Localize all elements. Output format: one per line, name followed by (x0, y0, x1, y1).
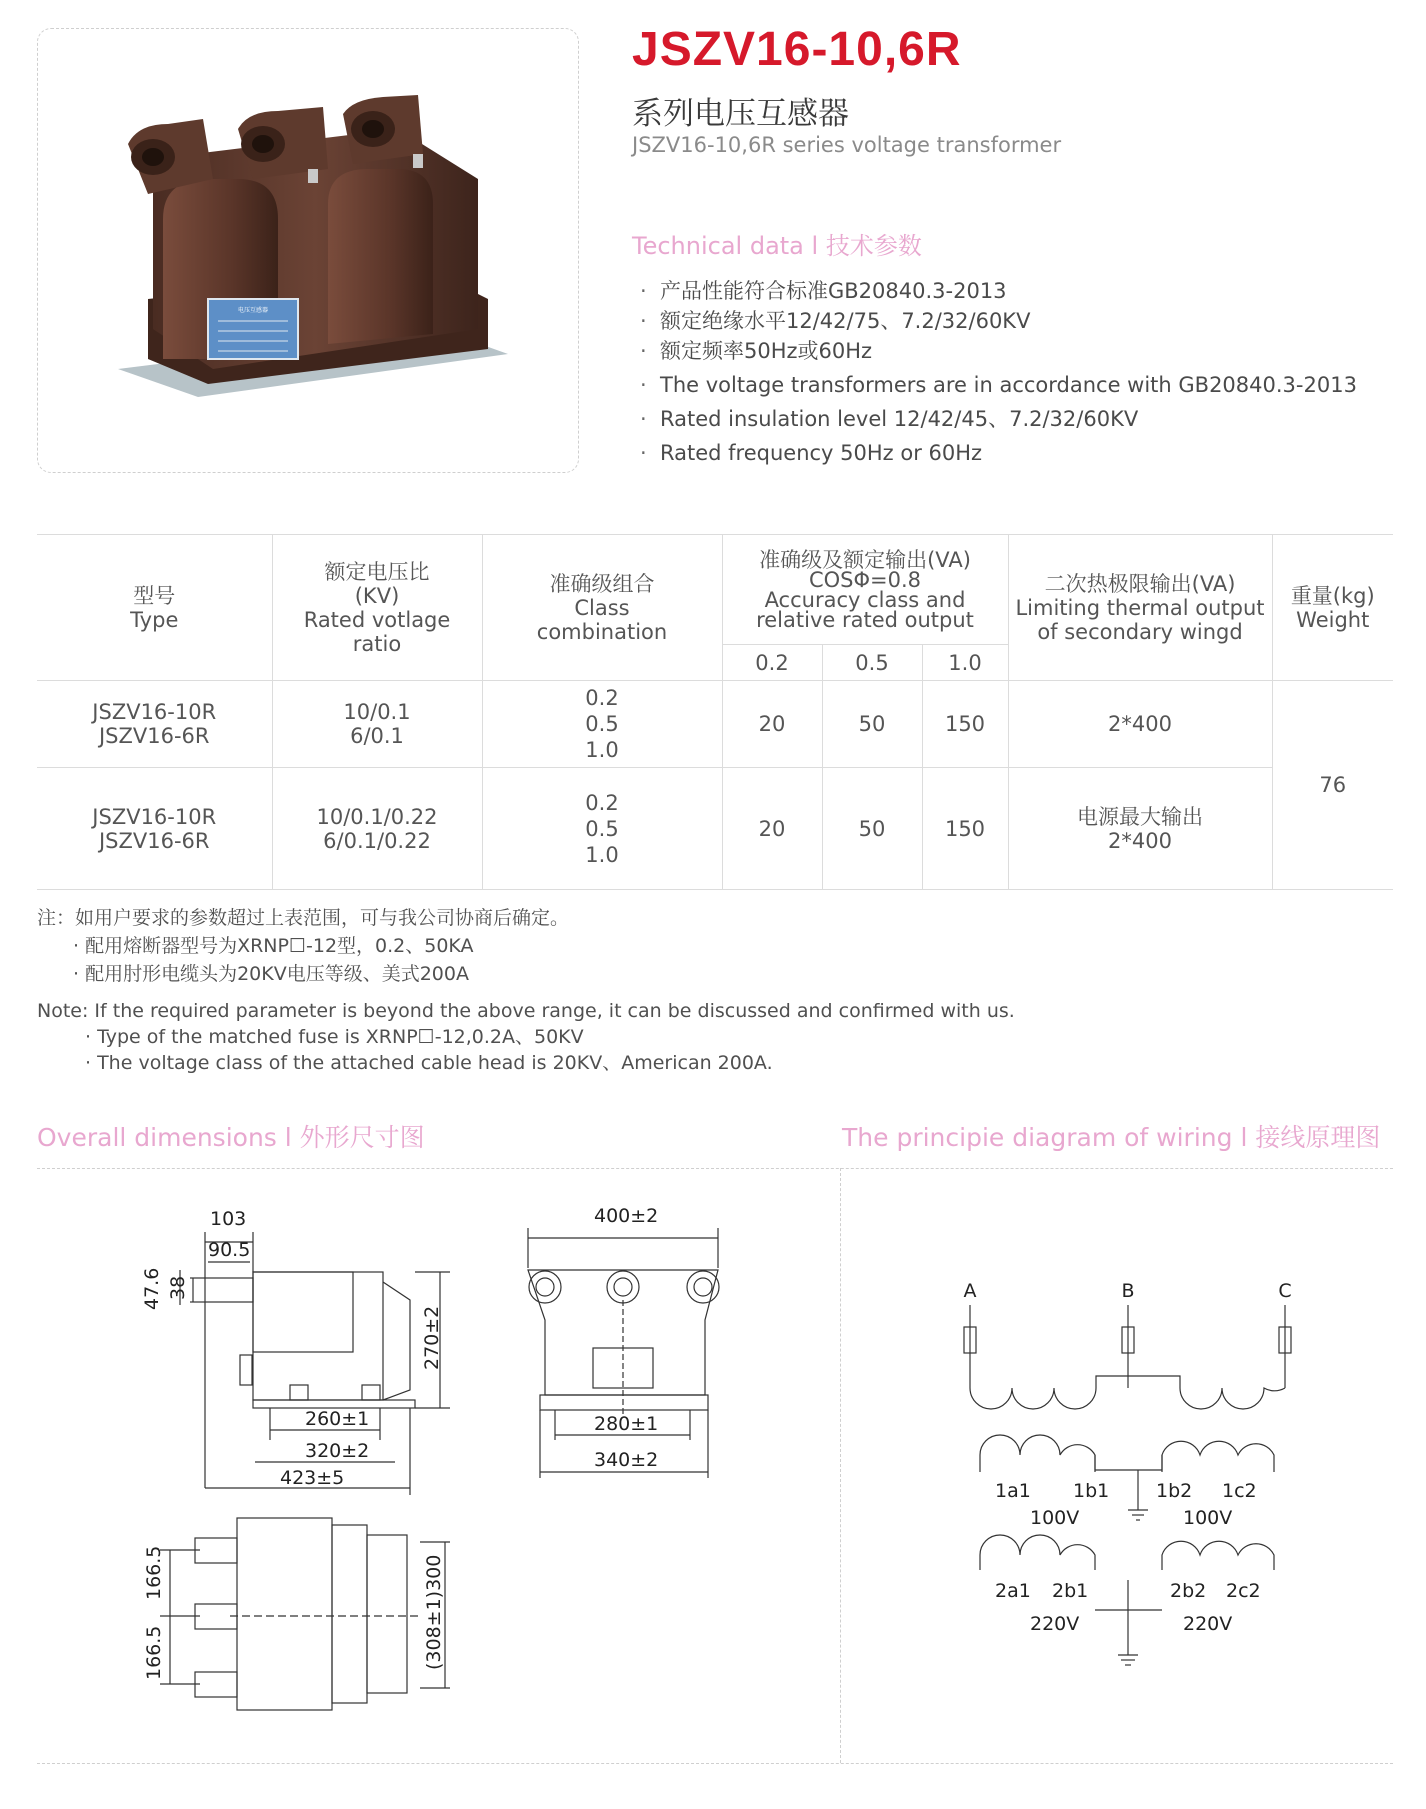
phase-b: B (1121, 1280, 1135, 1302)
cell-ratio: 10/0.1 6/0.1 (272, 681, 482, 768)
product-subtitle-en: JSZV16-10,6R series voltage transformer (632, 133, 1062, 157)
cell-type: JSZV16-10R JSZV16-6R (37, 681, 272, 768)
dim-260: 260±1 (305, 1408, 370, 1430)
dim-270: 270±2 (421, 1305, 443, 1370)
divider (37, 1763, 1393, 1764)
technical-data-heading: Technical data l 技术参数 (632, 232, 922, 260)
note-line: 注：如用户要求的参数超过上表范围，可与我公司协商后确定。 (37, 907, 570, 929)
note-line: Note: If the required parameter is beyond the above range, it can be discussed and confirmed with us. (37, 1000, 1015, 1022)
phase-c: C (1278, 1280, 1292, 1302)
dim-166-5-b: 166.5 (143, 1625, 165, 1680)
note-line: · Type of the matched fuse is XRNP☐-12,0.2A、50KV (85, 1026, 584, 1048)
terminal-2b2: 2b2 (1170, 1580, 1207, 1602)
transformer-photo (38, 29, 578, 472)
cell-thermal: 2*400 (1008, 681, 1272, 768)
tech-item: · 额定频率50Hz或60Hz (640, 336, 1357, 366)
note-line: · 配用肘形电缆头为20KV电压等级、美式200A (73, 963, 469, 985)
terminal-2c2: 2c2 (1226, 1580, 1261, 1602)
terminal-1a1: 1a1 (995, 1480, 1031, 1502)
voltage-100v-right: 100V (1183, 1507, 1233, 1529)
cell-out: 50 (822, 681, 922, 768)
front-view (528, 1228, 719, 1478)
dim-90-5: 90.5 (208, 1239, 251, 1261)
product-photo-frame (37, 28, 579, 473)
divider (37, 1168, 1393, 1169)
dim-280: 280±1 (594, 1413, 659, 1435)
table-row (37, 681, 1393, 768)
header-output: 准确级及额定输出(VA) COSΦ=0.8 Accuracy class and relative rated output (722, 535, 1008, 645)
voltage-220v-right: 220V (1183, 1613, 1233, 1635)
dim-320: 320±2 (305, 1440, 370, 1462)
note-line: · The voltage class of the attached cable head is 20KV、American 200A. (85, 1052, 773, 1074)
cell-class: 0.2 0.5 1.0 (482, 768, 722, 890)
dim-308: (308±1)300 (423, 1554, 445, 1670)
table-row (37, 768, 1393, 890)
tech-item: · Rated frequency 50Hz or 60Hz (640, 438, 1357, 468)
product-subtitle-cn: 系列电压互感器 (632, 96, 849, 132)
cell-weight: 76 (1272, 681, 1393, 890)
notes-en (37, 998, 1015, 1076)
terminal-1b1: 1b1 (1073, 1480, 1110, 1502)
cell-out: 20 (722, 768, 822, 890)
divider (840, 1168, 841, 1763)
cell-class: 0.2 0.5 1.0 (482, 681, 722, 768)
tech-item: · 产品性能符合标准GB20840.3-2013 (640, 276, 1357, 306)
cell-ratio: 10/0.1/0.22 6/0.1/0.22 (272, 768, 482, 890)
cell-out: 150 (922, 681, 1008, 768)
dimension-drawings (0, 1170, 840, 1760)
header-type: 型号 Type (37, 535, 272, 681)
subheader-0.2: 0.2 (722, 645, 822, 681)
dim-166-5-a: 166.5 (143, 1545, 165, 1600)
note-line: · 配用熔断器型号为XRNP☐-12型，0.2、50KA (73, 935, 474, 957)
cell-type: JSZV16-10R JSZV16-6R (37, 768, 272, 890)
tech-item: · 额定绝缘水平12/42/75、7.2/32/60KV (640, 306, 1357, 336)
header-class: 准确级组合 Class combination (482, 535, 722, 681)
voltage-100v-left: 100V (1030, 1507, 1080, 1529)
top-view (160, 1518, 450, 1710)
terminal-2a1: 2a1 (995, 1580, 1031, 1602)
header-weight: 重量(kg) Weight (1272, 535, 1393, 681)
nameplate-text: 电压互感器 (237, 307, 269, 314)
voltage-220v-left: 220V (1030, 1613, 1080, 1635)
cell-out: 20 (722, 681, 822, 768)
dim-47-6: 47.6 (141, 1267, 163, 1310)
header-ratio: 额定电压比 (KV) Rated votlage ratio (272, 535, 482, 681)
tech-item: · The voltage transformers are in accordance with GB20840.3-2013 (640, 370, 1357, 400)
cell-out: 150 (922, 768, 1008, 890)
dim-38: 38 (167, 1275, 189, 1300)
wiring-heading: The principie diagram of wiring l 接线原理图 (842, 1123, 1381, 1152)
product-title: JSZV16-10,6R (632, 23, 962, 76)
notes-cn (37, 904, 569, 988)
terminal-1c2: 1c2 (1222, 1480, 1257, 1502)
dim-423: 423±5 (280, 1467, 345, 1489)
cell-thermal: 电源最大输出 2*400 (1008, 768, 1272, 890)
phase-a: A (963, 1280, 977, 1302)
dim-103: 103 (210, 1208, 247, 1230)
dim-340: 340±2 (594, 1449, 659, 1471)
terminal-2b1: 2b1 (1052, 1580, 1089, 1602)
wiring-diagram (842, 1170, 1392, 1760)
header-thermal: 二次热极限输出(VA) Limiting thermal output of secondary wingd (1008, 535, 1272, 681)
technical-data-list (640, 276, 1357, 468)
dim-400: 400±2 (594, 1205, 659, 1227)
terminal-1b2: 1b2 (1156, 1480, 1193, 1502)
tech-item: · Rated insulation level 12/42/45、7.2/32/60KV (640, 404, 1357, 434)
subheader-0.5: 0.5 (822, 645, 922, 681)
subheader-1.0: 1.0 (922, 645, 1008, 681)
cell-out: 50 (822, 768, 922, 890)
spec-table (37, 534, 1393, 890)
dimensions-heading: Overall dimensions l 外形尺寸图 (37, 1123, 425, 1152)
